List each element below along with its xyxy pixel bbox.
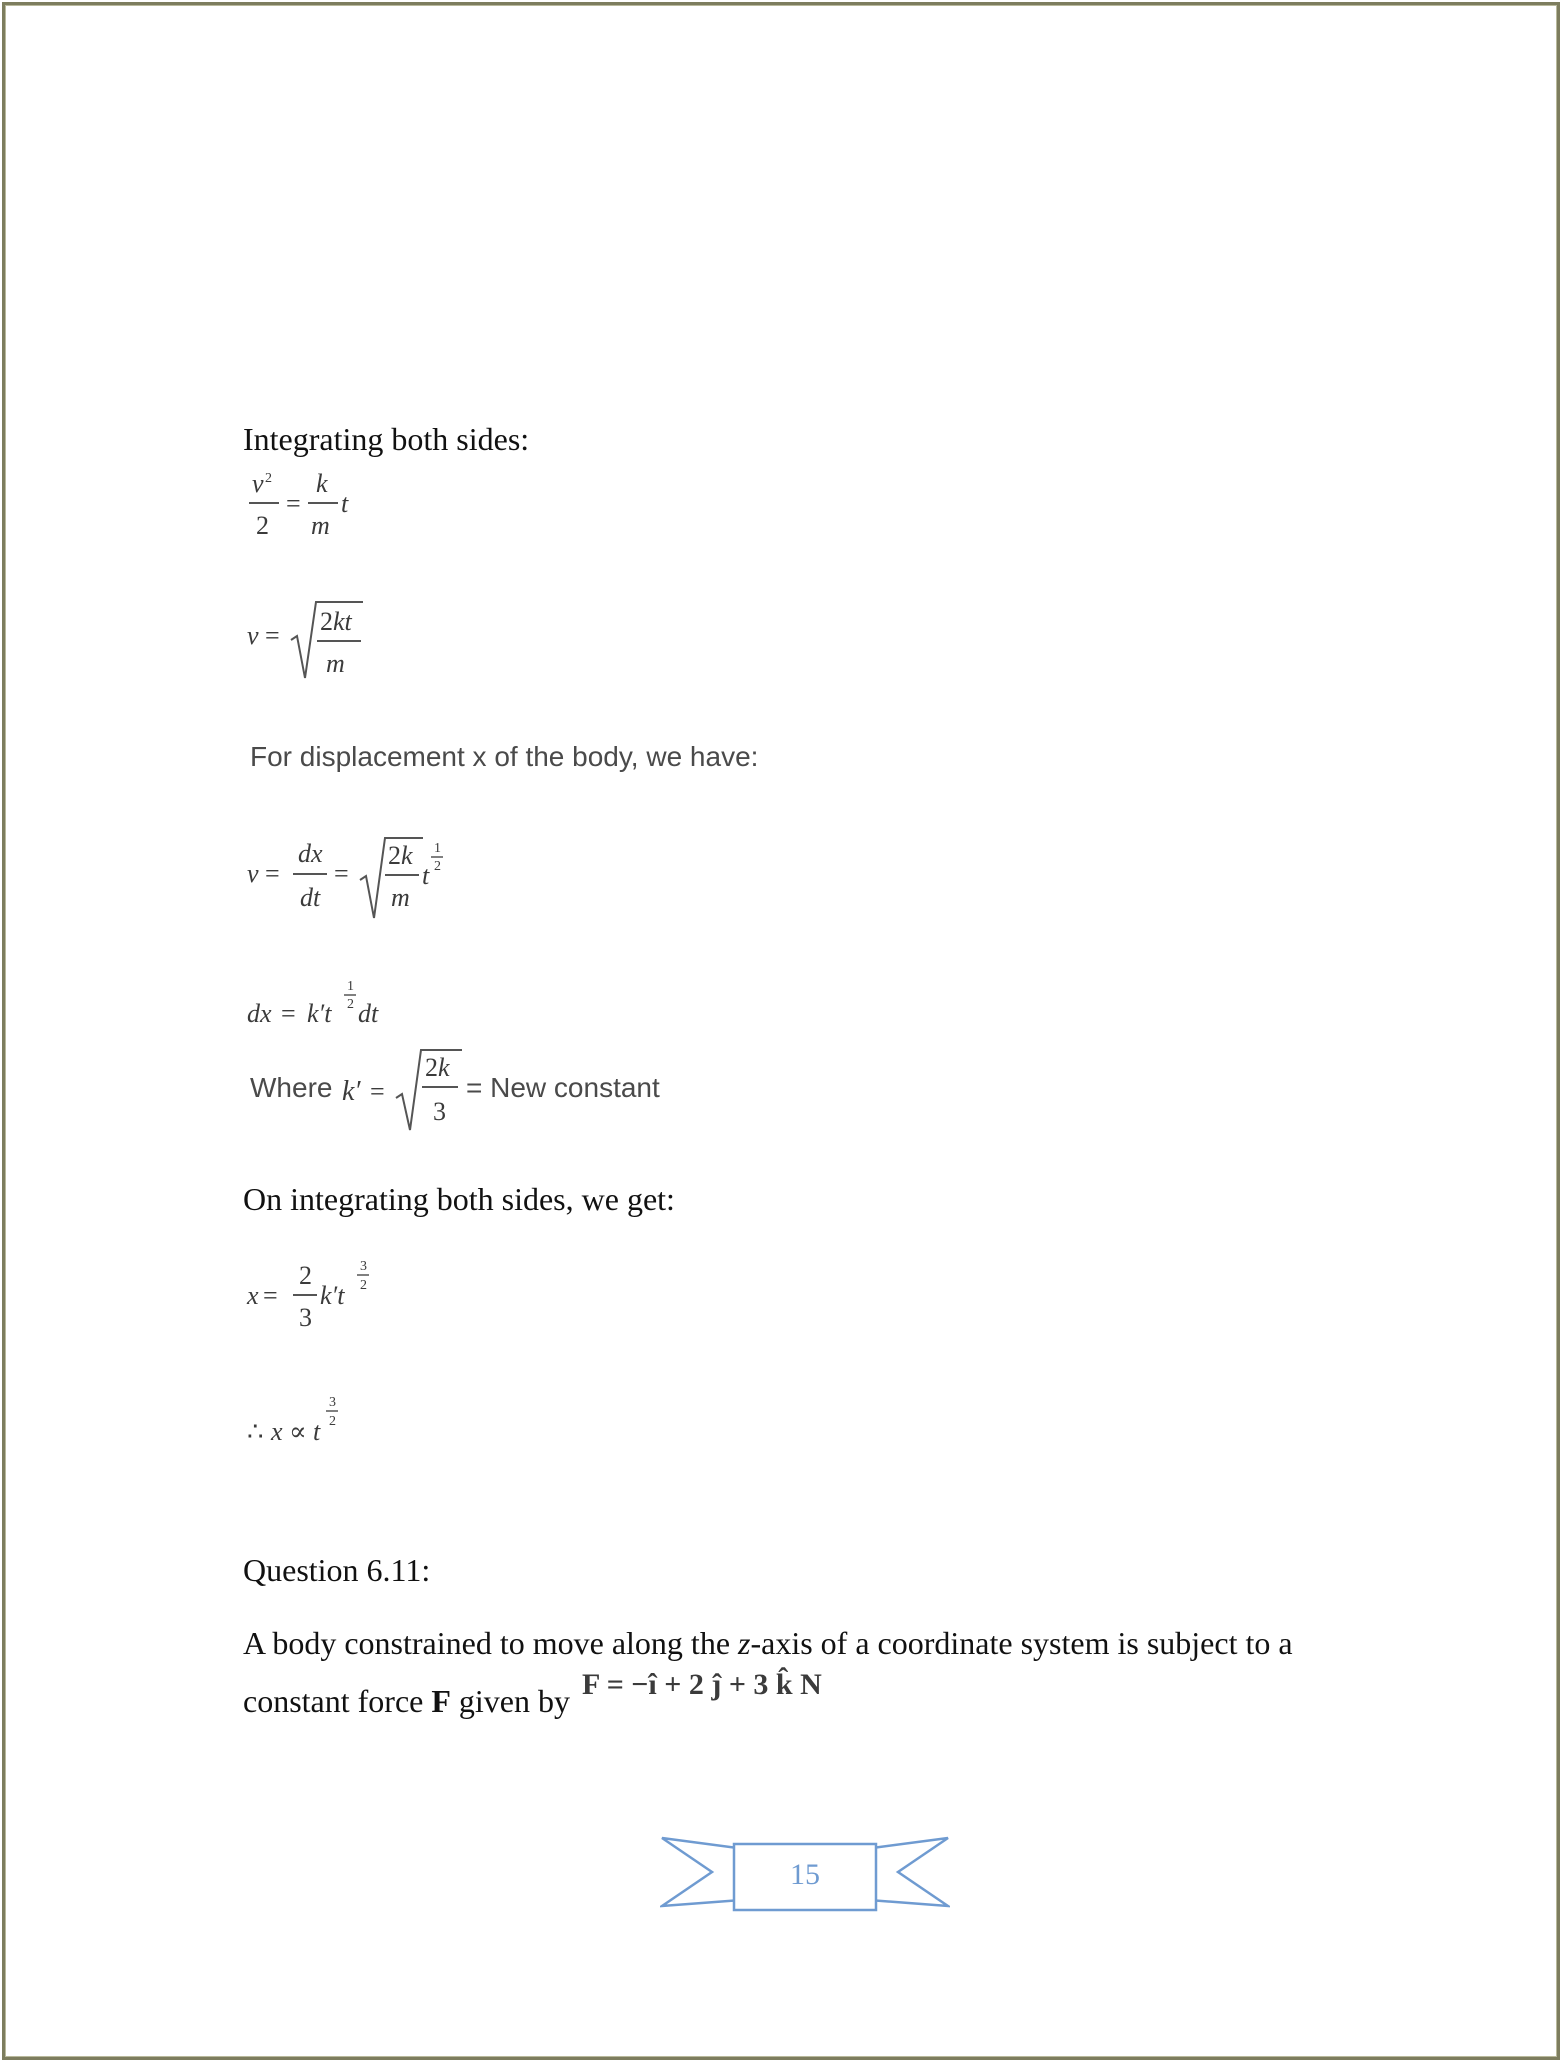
svg-text:v: v <box>247 621 259 650</box>
svg-text:k′t: k′t <box>320 1281 345 1310</box>
page-number: 15 <box>790 1858 820 1891</box>
svg-text:k′t: k′t <box>307 999 332 1028</box>
on-integrating-text: On integrating both sides, we get: <box>243 1181 675 1217</box>
svg-text:3: 3 <box>299 1303 312 1332</box>
svg-text:dt: dt <box>358 999 379 1028</box>
svg-text:v: v <box>247 859 259 888</box>
svg-text:2: 2 <box>434 859 441 874</box>
question-text-1a: A body constrained to move along the <box>243 1625 739 1661</box>
svg-text:∴: ∴ <box>247 1417 264 1446</box>
displacement-intro-text: For displacement x of the body, we have: <box>250 741 759 772</box>
svg-text:t: t <box>422 861 430 890</box>
svg-text:=: = <box>263 1281 278 1310</box>
svg-text:2: 2 <box>256 511 269 540</box>
svg-text:2: 2 <box>329 1414 336 1429</box>
svg-text:=: = <box>265 859 280 888</box>
svg-text:dt: dt <box>300 883 321 912</box>
svg-text:2: 2 <box>360 1278 367 1293</box>
svg-text:2: 2 <box>265 471 272 486</box>
question-label: Question 6.11: <box>243 1552 431 1588</box>
svg-text:2k: 2k <box>425 1053 450 1082</box>
where-line <box>250 1044 690 1134</box>
new-constant-text: = New constant <box>466 1072 660 1103</box>
svg-text:t: t <box>313 1417 321 1446</box>
question-text-line-2 <box>243 1681 570 1721</box>
question-text-2a: constant force <box>243 1683 432 1719</box>
svg-text:2k: 2k <box>388 841 413 870</box>
intro-text: Integrating both sides: <box>243 421 530 457</box>
question-text-2c: given by <box>450 1683 570 1719</box>
question-text-1c: -axis of a coordinate system is subject to a <box>750 1625 1293 1661</box>
equation-v-squared <box>243 468 383 543</box>
force-equation: F = −î + 2 ĵ + 3 k̂ N <box>582 1668 822 1701</box>
question-text-1b: z <box>738 1625 751 1661</box>
svg-text:k′: k′ <box>342 1076 361 1107</box>
svg-text:=: = <box>370 1077 385 1106</box>
question-text-line-1 <box>243 1623 1293 1663</box>
page-border <box>2 2 1560 2060</box>
equation-proportional <box>243 1390 363 1450</box>
svg-text:m: m <box>391 883 410 912</box>
svg-text:m: m <box>311 511 330 540</box>
svg-text:=: = <box>281 999 296 1028</box>
svg-text:2: 2 <box>299 1261 312 1290</box>
svg-text:k: k <box>316 469 328 498</box>
svg-text:1: 1 <box>434 841 441 856</box>
svg-text:=: = <box>334 859 349 888</box>
svg-text:3: 3 <box>360 1259 367 1274</box>
where-text: Where <box>250 1072 333 1103</box>
svg-text:dx: dx <box>247 999 272 1028</box>
equation-v-sqrt <box>243 598 383 682</box>
svg-text:=: = <box>286 489 301 518</box>
svg-text:dx: dx <box>298 839 323 868</box>
svg-text:m: m <box>326 649 345 678</box>
svg-text:3: 3 <box>329 1395 336 1410</box>
svg-text:x: x <box>271 1417 283 1446</box>
svg-text:2kt: 2kt <box>320 607 352 636</box>
page-number-ribbon <box>660 1832 950 1914</box>
svg-text:1: 1 <box>347 979 354 994</box>
svg-text:2: 2 <box>347 997 354 1012</box>
svg-text:x: x <box>247 1281 259 1310</box>
equation-dx <box>243 972 403 1032</box>
equation-x <box>243 1252 383 1337</box>
svg-text:3: 3 <box>433 1097 446 1126</box>
question-text-2b: F <box>431 1683 451 1719</box>
svg-text:=: = <box>265 621 280 650</box>
svg-text:v: v <box>252 469 264 498</box>
svg-text:∝: ∝ <box>289 1417 307 1446</box>
displacement-intro <box>250 737 758 777</box>
svg-text:t: t <box>341 489 349 518</box>
equation-v-dxdt <box>243 832 463 922</box>
